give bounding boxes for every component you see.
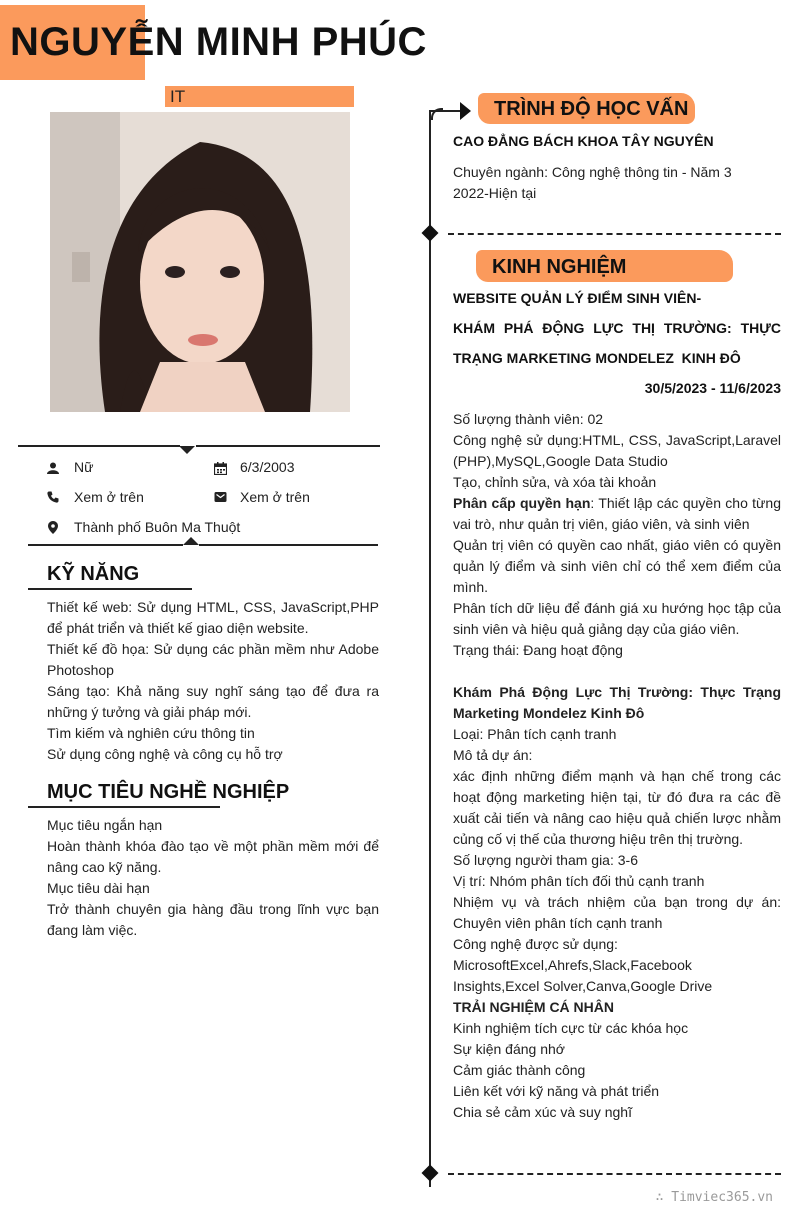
project1-title: WEBSITE QUẢN LÝ ĐIỂM SINH VIÊN- [453,290,702,306]
info-bottom-line-right [199,544,378,546]
p1-analysis: Phân tích dữ liệu để đánh giá xu hướng học tập của sinh viên và hiệu quả giảng dạy của giáo viên. [453,600,781,637]
timeline-node [422,1165,439,1182]
email-icon [212,489,228,505]
watermark-text: Timviec365.vn [671,1190,773,1205]
project2-title-line2: TRẠNG MARKETING MONDELEZ KINH ĐÔ [453,350,741,366]
p2-desc: xác định những điểm mạnh và hạn chế trong các hoạt động marketing hiện tại, từ đó đưa ra các đề xuất cải tiến và nâng cao hiệu quả chiến lược nhằm củng cố vị thế của thương hiệu trên thị trường. [453,768,781,847]
p1-roles-label: Phân cấp quyền hạn [453,495,591,511]
personal-item: Cảm giác thành công [453,1062,586,1078]
skill-item: Thiết kế web: Sử dụng HTML, CSS, JavaScript,PHP để phát triển và thiết kế giao diện website. [47,599,379,636]
email-value: Xem ở trên [240,489,310,505]
info-top-line-right [196,445,380,447]
personal-item: Sự kiện đáng nhớ [453,1041,565,1057]
watermark [656,1190,773,1205]
p1-tech: Công nghệ sử dụng:HTML, CSS, JavaScript,Laravel (PHP),MySQL,Google Data Studio [453,432,781,469]
birthday-value: 6/3/2003 [240,459,295,475]
section-divider [448,233,781,235]
user-icon [45,460,61,476]
skills-list [47,597,379,765]
p2-desc-label: Mô tả dự án: [453,747,533,763]
p2-type: Loại: Phân tích cạnh tranh [453,726,617,742]
p1-status: Trạng thái: Đang hoạt động [453,642,623,658]
goals-underline [28,806,220,808]
p2-duty: Nhiệm vụ và trách nhiệm của bạn trong dự án: Chuyên viên phân tích cạnh tranh [453,894,781,931]
project-dates: 30/5/2023 - 11/6/2023 [644,380,781,396]
profile-photo [50,112,350,412]
education-title: TRÌNH ĐỘ HỌC VẤN [494,98,689,120]
skills-title: KỸ NĂNG [47,563,140,585]
p1-roles-text: : Thiết lập các quyền cho từng vai trò, như quản trị viên, giáo viên, và sinh viên [453,495,781,532]
calendar-icon [212,460,228,476]
info-bottom-line-left [28,544,183,546]
phone-icon [45,489,61,505]
goal-item: Trở thành chuyên gia hàng đầu trong lĩnh vực bạn đang làm việc. [47,901,379,938]
p1-crud: Tạo, chỉnh sửa, và xóa tài khoản [453,474,657,490]
goal-item: Mục tiêu dài hạn [47,880,150,896]
p1-roles [453,493,781,535]
major: Chuyên ngành: Công nghệ thông tin - Năm 3 [453,164,732,180]
spacer [453,661,781,682]
skill-item: Sáng tạo: Khả năng suy nghĩ sáng tạo để đưa ra những ý tưởng và giải pháp mới. [47,683,379,720]
p2-tech: MicrosoftExcel,Ahrefs,Slack,Facebook Insights,Excel Solver,Canva,Google Drive [453,957,713,994]
arrow-right-icon [460,102,471,120]
timeline-line [429,112,431,1187]
section-divider [448,1173,781,1175]
personal-title: TRẢI NGHIỆM CÁ NHÂN [453,999,614,1015]
info-top-line-left [18,445,180,447]
personal-item: Liên kết với kỹ năng và phát triển [453,1083,660,1099]
phone-value: Xem ở trên [74,489,144,505]
school-name: CAO ĐẲNG BÁCH KHOA TÂY NGUYÊN [453,133,714,149]
skills-underline [28,588,192,590]
goals-title: MỤC TIÊU NGHỀ NGHIỆP [47,781,290,803]
experience-details [453,409,781,1123]
study-period: 2022-Hiện tại [453,185,537,201]
info-top-arrow [179,446,195,454]
skill-item: Tìm kiếm và nghiên cứu thông tin [47,725,255,741]
info-bottom-arrow [183,537,199,545]
goals-list [47,815,379,941]
p2-tech-label: Công nghệ được sử dụng: [453,936,618,952]
p2-position: Vị trí: Nhóm phân tích đối thủ cạnh tranh [453,873,705,889]
p1-members: Số lượng thành viên: 02 [453,411,604,427]
candidate-name: NGUYỄN MINH PHÚC [10,20,427,64]
gender-value: Nữ [74,459,94,475]
p2-heading: Khám Phá Động Lực Thị Trường: Thực Trạng Marketing Mondelez Kinh Đô [453,684,781,721]
address-value: Thành phố Buôn Ma Thuột [74,519,241,535]
timeline-node [422,225,439,242]
personal-item: Kinh nghiệm tích cực từ các khóa học [453,1020,689,1036]
goal-item: Hoàn thành khóa đào tạo về một phần mềm mới để nâng cao kỹ năng. [47,838,379,875]
goal-item: Mục tiêu ngắn hạn [47,817,163,833]
experience-title: KINH NGHIỆM [492,256,627,278]
project2-title-line1: KHÁM PHÁ ĐỘNG LỰC THỊ TRƯỜNG: THỰC [453,320,781,336]
candidate-role: IT [170,87,186,106]
location-pin-icon [45,519,61,535]
skill-item: Thiết kế đồ họa: Sử dụng các phần mềm như Adobe Photoshop [47,641,379,678]
p1-admin: Quản trị viên có quyền cao nhất, giáo viên có quyền quản lý điểm và sinh viên chỉ có thể xem điểm của mình. [453,537,781,595]
skill-item: Sử dụng công nghệ và công cụ hỗ trợ [47,746,283,762]
role-highlight [165,86,354,107]
p2-members: Số lượng người tham gia: 3-6 [453,852,638,868]
personal-item: Chia sẻ cảm xúc và suy nghĩ [453,1104,632,1120]
watermark-dots-icon: ∴ [655,1190,672,1205]
